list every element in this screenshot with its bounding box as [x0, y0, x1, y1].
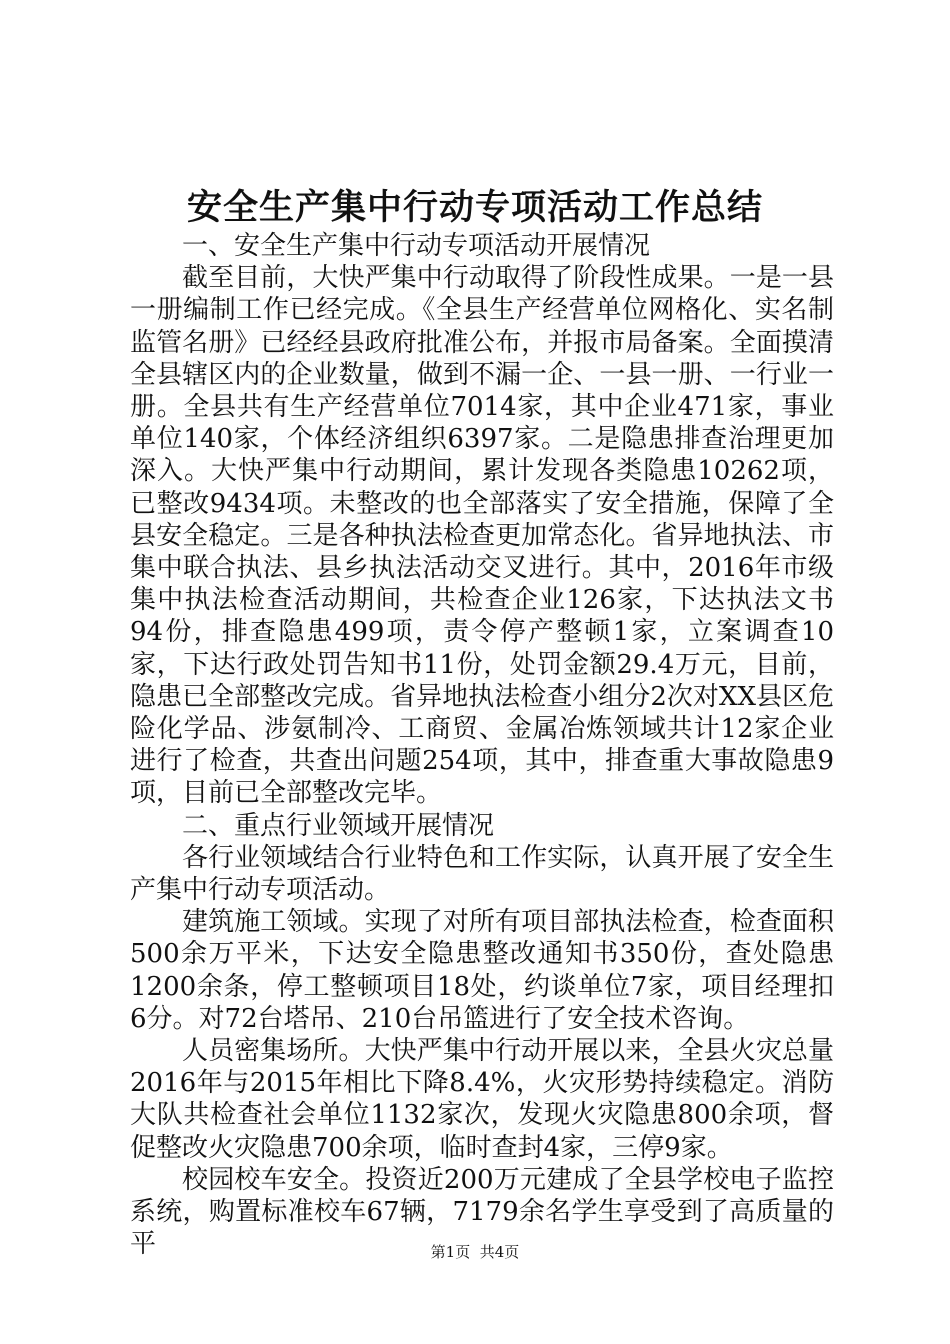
paragraph: 各行业领域结合行业特色和工作实际，认真开展了安全生产集中行动专项活动。	[130, 842, 834, 906]
page-number: 第1页	[430, 1243, 471, 1261]
page-footer	[0, 1242, 950, 1262]
paragraph: 人员密集场所。大快严集中行动开展以来，全县火灾总量2016年与2015年相比下降8.4%，火灾形势持续稳定。消防大队共检查社会单位1132家次，发现火灾隐患800余项，督促整改火灾隐患700余项，临时查封4家，三停9家。	[130, 1036, 834, 1163]
section-heading-2: 二、重点行业领域开展情况	[182, 810, 495, 841]
section-heading-1: 一、安全生产集中行动专项活动开展情况	[182, 231, 651, 261]
page-total: 共4页	[479, 1243, 520, 1261]
paragraph: 截至目前，大快严集中行动取得了阶段性成果。一是一县一册编制工作已经完成。《全县生产经营单位网格化、实名制监管名册》已经经县政府批准公布，并报市局备案。全面摸清全县辖区内的企业数量，做到不漏一企、一县一册、一行业一册。全县共有生产经营单位7014家，其中企业471家，事业单位140家，个体经济组织6397家。二是隐患排查治理更加深入。大快严集中行动期间，累计发现各类隐患10262项，已整改9434项。未整改的也全部落实了安全措施，保障了全县安全稳定。三是各种执法检查更加常态化。省异地执法、市集中联合执法、县乡执法活动交叉进行。其中，2016年市级集中执法检查活动期间，共检查企业126家，下达执法文书94份，排查隐患499项，责令停产整顿1家，立案调查10家，下达行政处罚告知书11份，处罚金额29.4万元，目前，隐患已全部整改完成。省异地执法检查小组分2次对XX县区危险化学品、涉氨制冷、工商贸、金属冶炼领域共计12家企业进行了检查，共查出问题254项，其中，排查重大事故隐患9项，目前已全部整改完毕。	[130, 263, 834, 809]
paragraph: 校园校车安全。投资近200万元建成了全县学校电子监控系统，购置标准校车67辆，7179余名学生享受到了高质量的平	[130, 1164, 834, 1260]
paragraph: 建筑施工领域。实现了对所有项目部执法检查，检查面积500余万平米，下达安全隐患整改通知书350份，查处隐患1200余条，停工整顿项目18处，约谈单位7家，项目经理扣6分。对72台塔吊、210台吊篮进行了安全技术咨询。	[130, 907, 834, 1034]
document-body	[130, 230, 834, 1261]
footer-separator	[470, 1243, 480, 1261]
document-title: 安全生产集中行动专项活动工作总结	[186, 188, 763, 228]
